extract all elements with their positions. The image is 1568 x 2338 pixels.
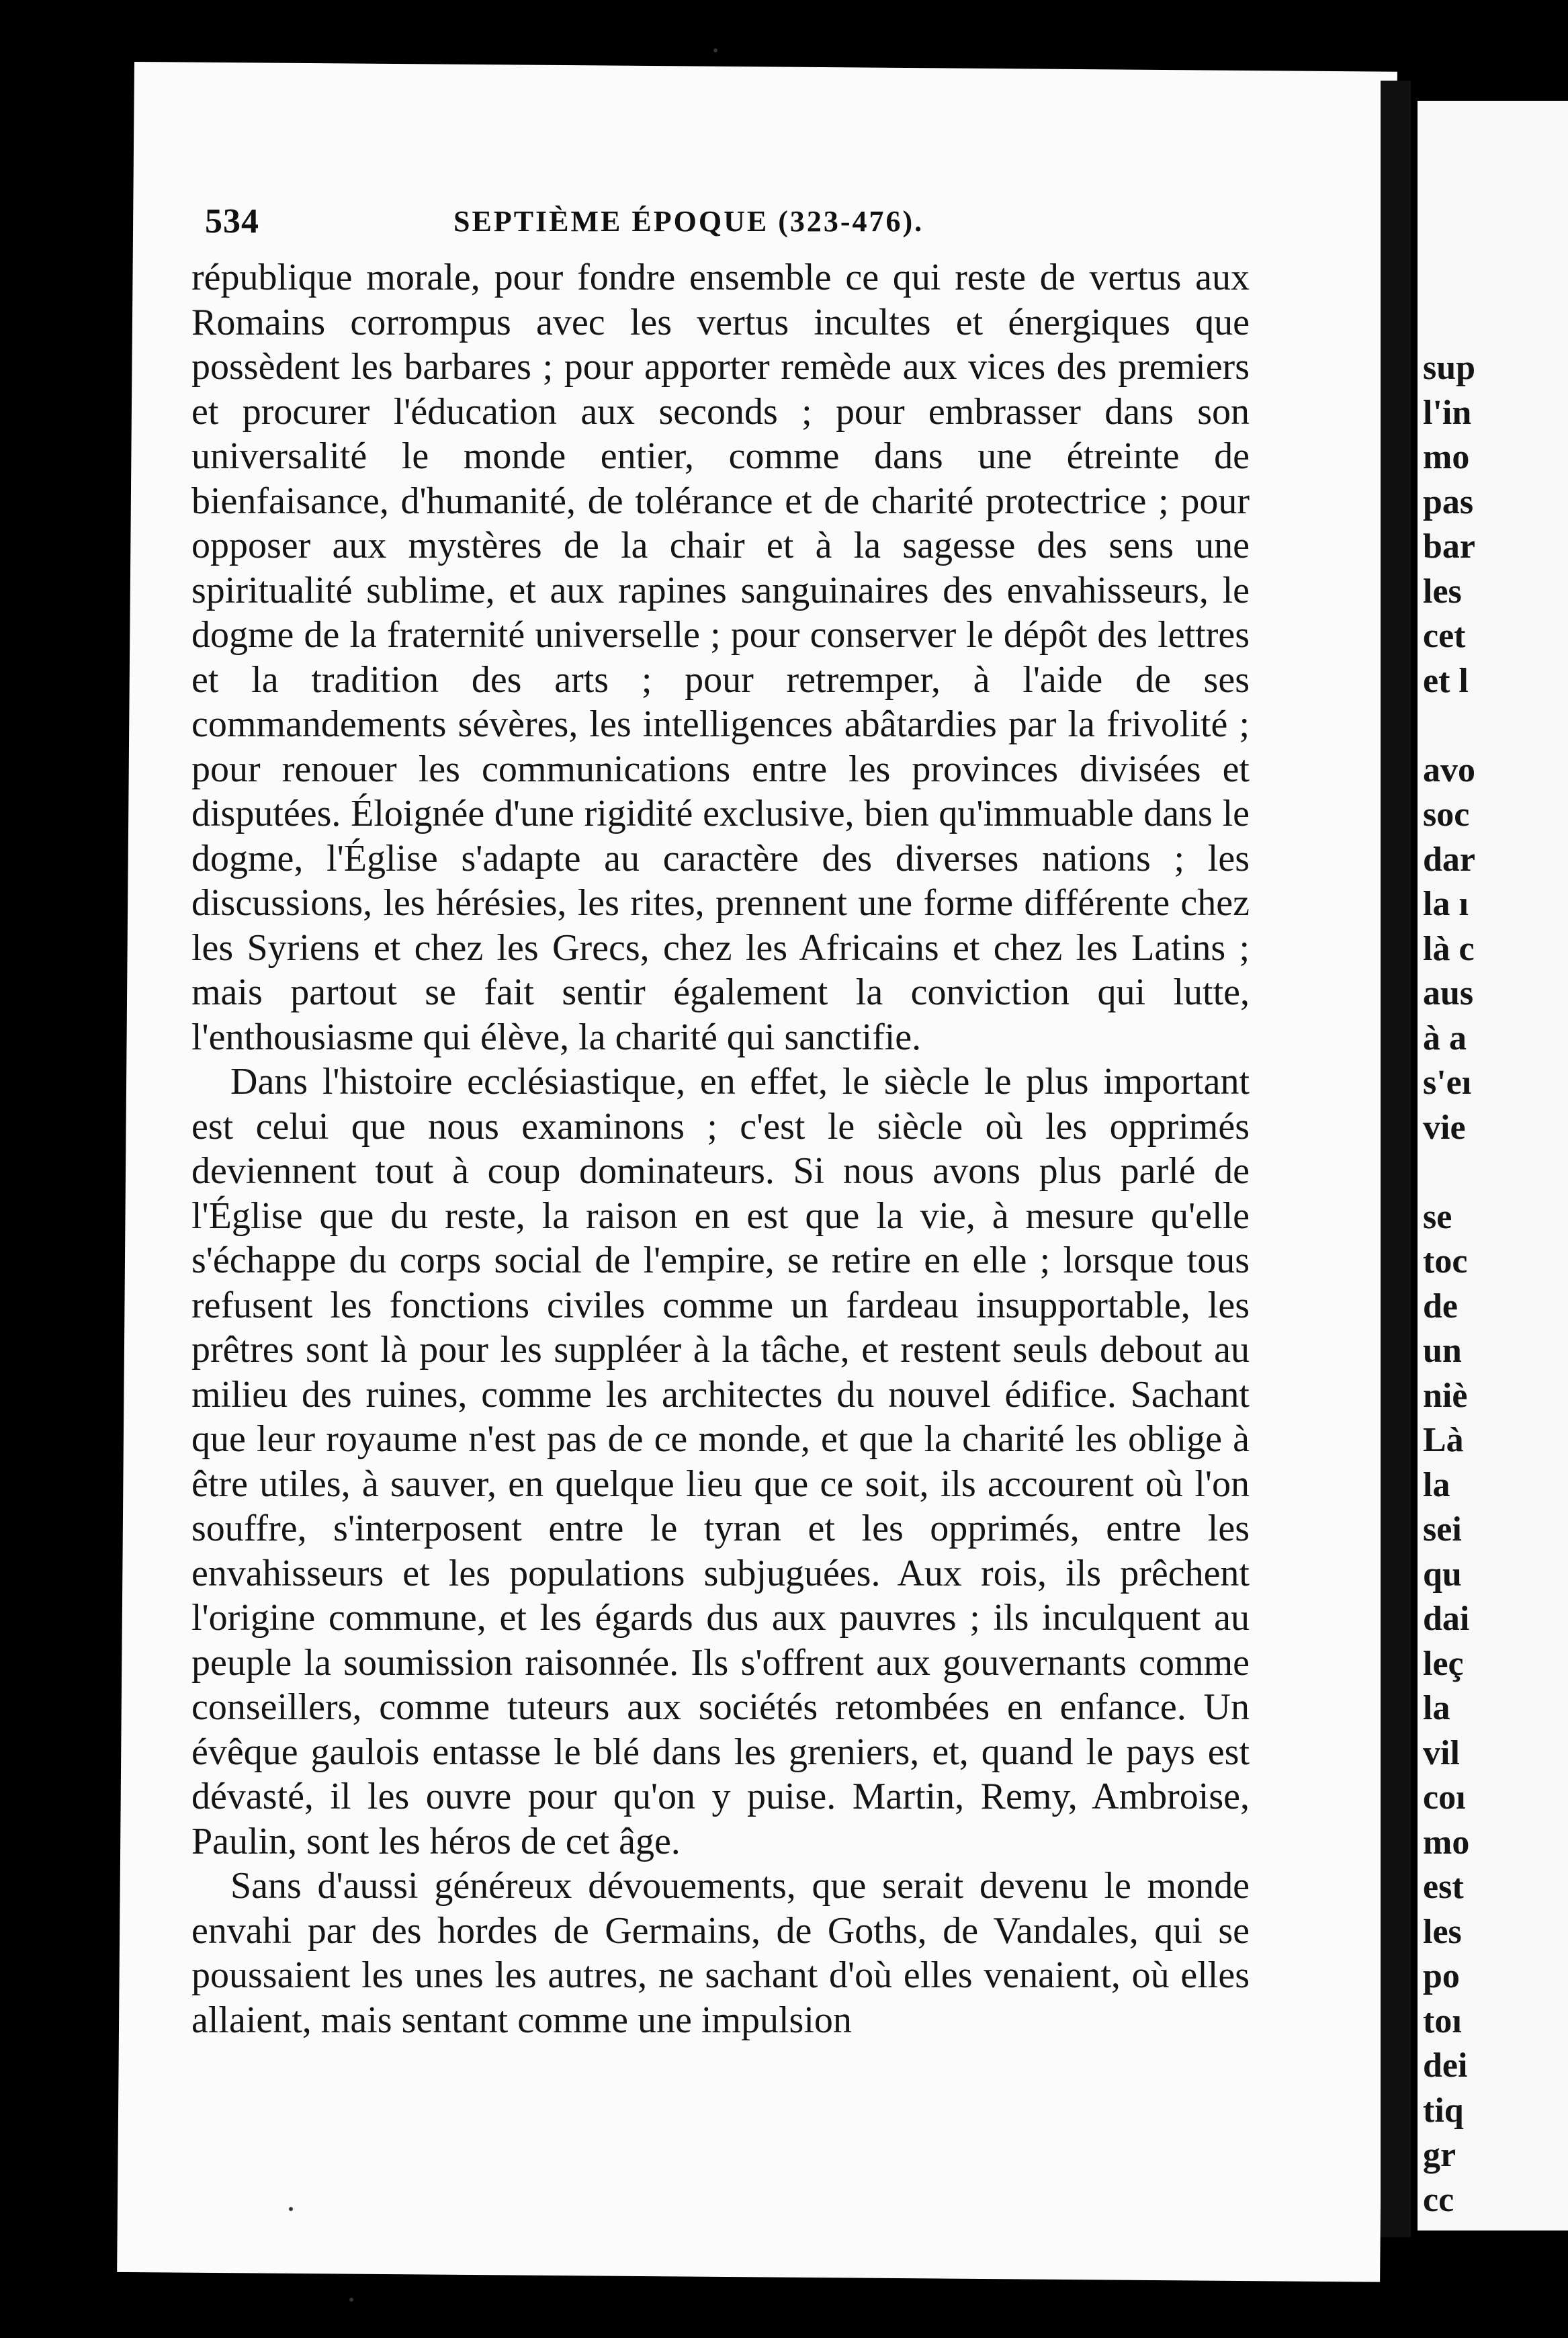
right-page-line: à a [1423, 1019, 1467, 1057]
right-page-line: un [1423, 1332, 1462, 1370]
right-page-line: sei [1423, 1510, 1462, 1549]
page-gutter [1381, 81, 1411, 2237]
right-page-line: cc [1423, 2180, 1454, 2219]
right-page-line: l'in [1423, 393, 1472, 432]
right-page-line [1423, 1150, 1568, 1195]
right-page-line: niè [1423, 1376, 1468, 1415]
right-page-line [1423, 703, 1568, 748]
running-title: SEPTIÈME ÉPOQUE (323-476). [453, 205, 924, 238]
right-page-line: toc [1423, 1242, 1468, 1281]
right-page-line: s'eı [1423, 1064, 1472, 1102]
right-page-line: dar [1423, 840, 1475, 879]
right-page-line: coı [1423, 1778, 1466, 1817]
right-page-line: vil [1423, 1733, 1460, 1772]
right-page-line: gr [1423, 2136, 1456, 2174]
right-page-line: dei [1423, 2046, 1468, 2085]
right-page-line: dai [1423, 1600, 1470, 1638]
right-page-line: avo [1423, 750, 1475, 789]
right-page-line: les [1423, 572, 1462, 611]
right-page-line: cet [1423, 617, 1466, 655]
right-page-line: aus [1423, 974, 1474, 1012]
right-page-line: bar [1423, 527, 1475, 566]
right-page-line: de [1423, 1287, 1458, 1326]
right-page-line: po [1423, 1957, 1460, 1995]
right-page-line: la [1423, 1689, 1450, 1727]
paragraph-2: Dans l'histoire ecclésiastique, en effet, le siècle le plus important est celui que nous examinons ; c'est le siècle où les opprimés deviennent tout à coup dominateurs. Si nous avons plus parlé de l'Église que du reste, la raison en est que la vie, à mesure qu'elle s'échappe du corps social de l'empire, se retire en elle ; lorsque tous refusent les fonctions civiles comme un fardeau insupportable, les prêtres sont là pour les suppléer à la tâche, et restent seuls debout au milieu des ruines, comme les architectes du nouvel édifice. Sachant que leur royaume n'est pas de ce monde, et que la charité les oblige à être utiles, à sauver, en quelque lieu que ce soit, ils accourent où l'on souffre, s'interposent entre le tyran et les opprimés, entre les envahisseurs et les populations subjuguées. Aux rois, ils prêchent l'origine commune, et les égards dus aux pauvres ; ils inculquent au peuple la soumission raisonnée. Ils s'offrent aux gouvernants comme conseillers, comme tuteurs aux sociétés retombées en enfance. Un évêque gaulois entasse le blé dans les greniers, et, quand le pays est dévasté, il les ouvre pour qu'on y puise. Martin, Remy, Ambroise, Paulin, sont les héros de cet âge. [191, 1061, 1250, 1862]
paragraph-3: Sans d'aussi généreux dévouements, que serait devenu le monde envahi par des hordes de Germains, de Goths, de Vandales, qui se poussaient les unes les autres, ne sachant d'où elles venaient, où elles allaient, mais sentant comme une impulsion [191, 1865, 1250, 2041]
right-page-line: les [1423, 1912, 1462, 1951]
paragraph-1: république morale, pour fondre ensemble ce qui reste de vertus aux Romains corrompus avec les vertus incultes et énergiques que possèdent les barbares ; pour apporter remède aux vices des premiers et procurer l'éducation aux seconds ; pour embrasser dans son universalité le monde entier, comme dans une étreinte de bienfaisance, d'humanité, de tolérance et de charité protectrice ; pour opposer aux mystères de la chair et à la sagesse des sens une spiritualité sublime, et aux rapines sanguinaires des envahisseurs, le dogme de la fraternité universelle ; pour conserver le dépôt des lettres et la tradition des arts ; pour retremper, à l'aide de ses commandements sévères, les intelligences abâtardies par la frivolité ; pour renouer les communications entre les provinces divisées et disputées. Éloignée d'une rigidité exclusive, bien qu'immuable dans le dogme, l'Église s'adapte au caractère des diverses nations ; les discussions, les hérésies, les rites, prennent une forme différente chez les Syriens et chez les Grecs, chez les Africains et chez les Latins ; mais partout se fait sentir également la conviction qui lutte, l'enthousiasme qui élève, la charité qui sanctifie. [191, 257, 1250, 1058]
right-page-line: pas [1423, 482, 1474, 521]
right-page-line: est [1423, 1868, 1464, 1906]
right-page-line: leç [1423, 1644, 1464, 1683]
body-text [191, 255, 1250, 2042]
right-page-line: toı [1423, 2001, 1462, 2040]
right-page-line: vie [1423, 1108, 1466, 1147]
right-page-line: mo [1423, 1823, 1470, 1862]
right-page-line: et l [1423, 661, 1469, 700]
right-page-line: mo [1423, 438, 1470, 476]
right-page-line: se [1423, 1197, 1452, 1236]
right-page-line: là c [1423, 929, 1475, 968]
scan-speck [349, 2298, 353, 2302]
right-page-text [1423, 346, 1568, 2222]
page-number: 534 [205, 202, 259, 241]
right-page-sheet [1418, 101, 1568, 2231]
right-page-line: la [1423, 1465, 1450, 1504]
scan-speck [289, 2207, 293, 2211]
right-page-line: Là [1423, 1421, 1464, 1459]
right-page-line: soc [1423, 795, 1470, 834]
running-head [205, 202, 1179, 255]
right-page-line: tiq [1423, 2091, 1464, 2130]
right-page-line: qu [1423, 1555, 1462, 1594]
right-page-line: sup [1423, 349, 1476, 387]
right-page-line: la ı [1423, 885, 1469, 923]
scan-speck [713, 48, 717, 52]
